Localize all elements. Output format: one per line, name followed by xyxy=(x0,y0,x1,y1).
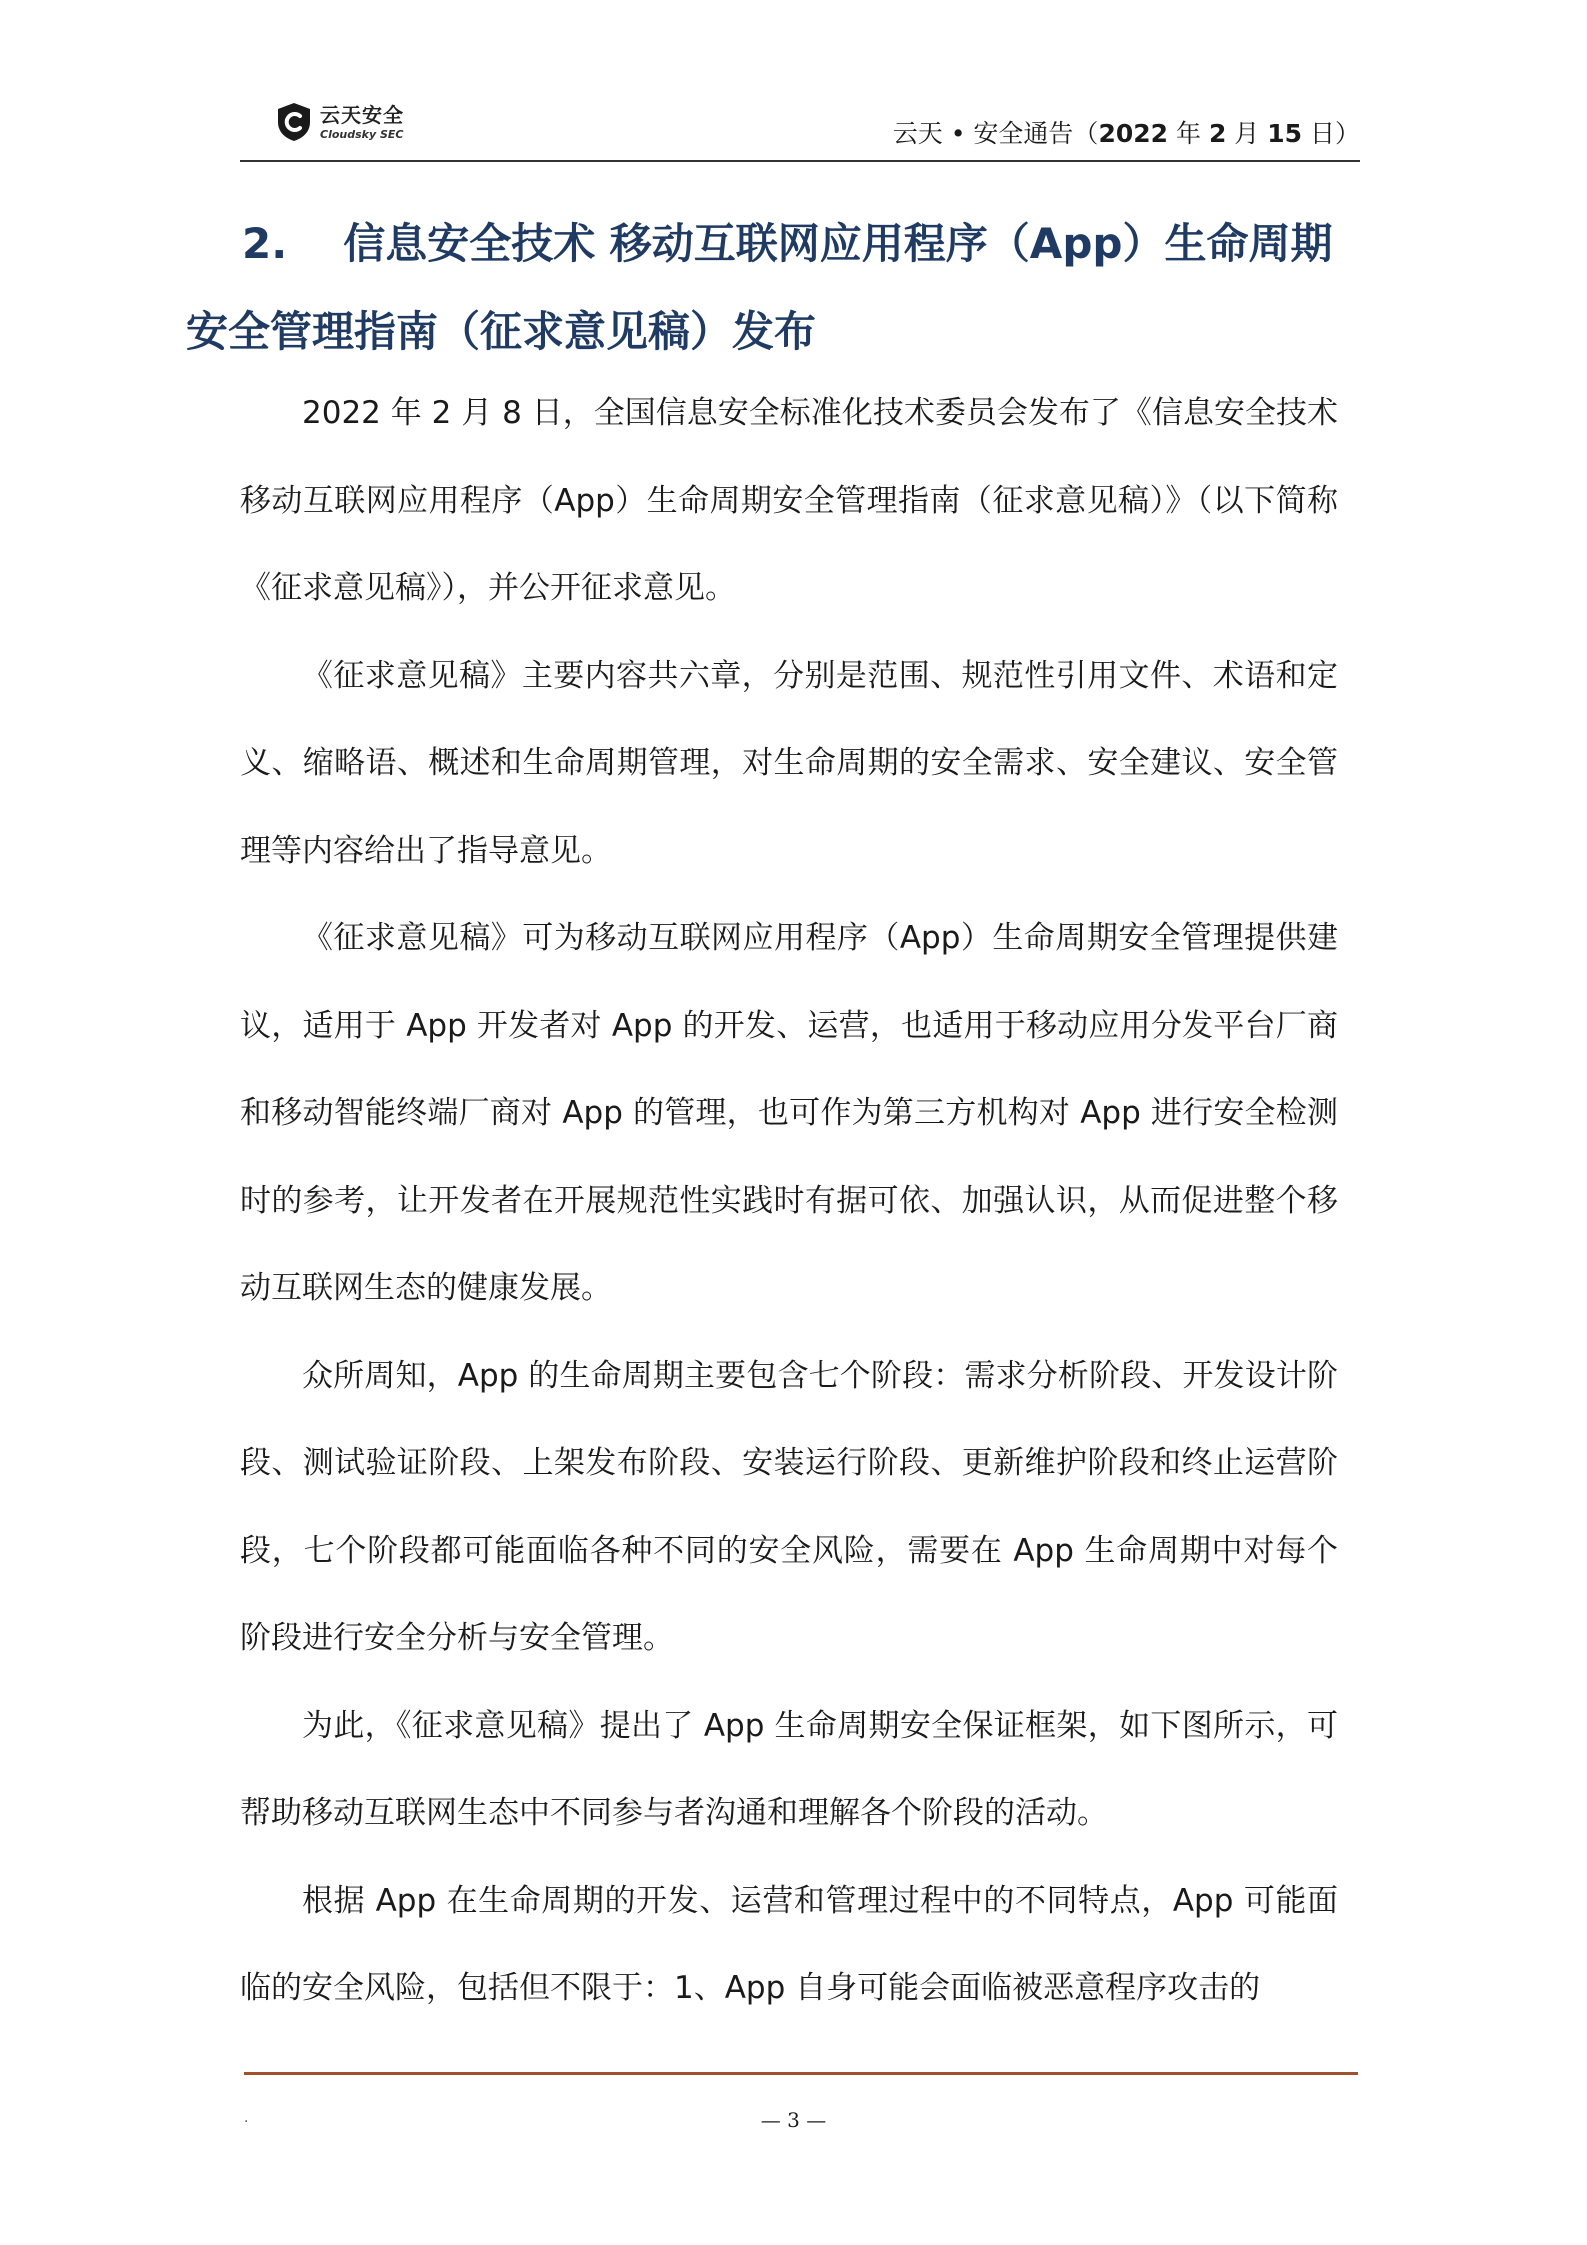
paragraph: 《征求意见稿》主要内容共六章，分别是范围、规范性引用文件、术语和定义、缩略语、概述和生命周期管理，对生命周期的安全需求、安全建议、安全管理等内容给出了指导意见。 xyxy=(240,657,1338,869)
article-body xyxy=(240,370,1338,2033)
paragraph: 众所周知，App 的生命周期主要包含七个阶段：需求分析阶段、开发设计阶段、测试验证阶段、上架发布阶段、安装运行阶段、更新维护阶段和终止运营阶段，七个阶段都可能面临各种不同的安全风险，需要在 App 生命周期中对每个阶段进行安全分析与安全管理。 xyxy=(240,1357,1338,1656)
paragraph: 2022 年 2 月 8 日，全国信息安全标准化技术委员会发布了《信息安全技术 移动互联网应用程序（App）生命周期安全管理指南（征求意见稿）》（以下简称《征求意见稿》），并公开征求意见。 xyxy=(240,395,1338,606)
issue-day: 15 xyxy=(1267,119,1303,148)
publication-name: 云天 • 安全通告 xyxy=(892,119,1074,148)
page-number: — 3 — xyxy=(760,2108,827,2132)
paragraph: 根据 App 在生命周期的开发、运营和管理过程中的不同特点，App 可能面临的安全风险，包括但不限于：1、App 自身可能会面临被恶意程序攻击的 xyxy=(240,1882,1338,2006)
footer-divider xyxy=(244,2072,1358,2075)
section-title-line-1: 信息安全技术 移动互联网应用程序（App）生命周期 xyxy=(343,219,1333,268)
paragraph: 《征求意见稿》可为移动互联网应用程序（App）生命周期安全管理提供建议，适用于 App 开发者对 App 的开发、运营，也适用于移动应用分发平台厂商和移动智能终端厂商对 App 的管理，也可作为第三方机构对 App 进行安全检测时的参考，让开发者在开展规范性实践时有据可依、加强认识，从而促进整个移动互联网生态的健康发展。 xyxy=(240,920,1338,1306)
section-title xyxy=(186,200,1346,376)
issue-month: 2 xyxy=(1208,119,1227,148)
header-divider xyxy=(240,160,1360,162)
logo-wordmark-en: Cloudsky SEC xyxy=(320,127,404,141)
section-number: 2. xyxy=(242,219,288,268)
company-logo xyxy=(276,100,404,144)
page-header xyxy=(240,96,1360,162)
header-publication-date: 云天 • 安全通告（2022 年 2 月 15 日） xyxy=(892,119,1360,148)
issue-year: 2022 xyxy=(1098,119,1169,148)
paragraph: 为此，《征求意见稿》提出了 App 生命周期安全保证框架，如下图所示，可帮助移动互联网生态中不同参与者沟通和理解各个阶段的活动。 xyxy=(240,1707,1338,1831)
section-title-line-2: 安全管理指南（征求意见稿）发布 xyxy=(186,307,817,356)
footer-mark: . xyxy=(244,2110,249,2126)
shield-logo-icon xyxy=(276,102,312,142)
logo-wordmark-cn: 云天安全 xyxy=(320,102,404,127)
